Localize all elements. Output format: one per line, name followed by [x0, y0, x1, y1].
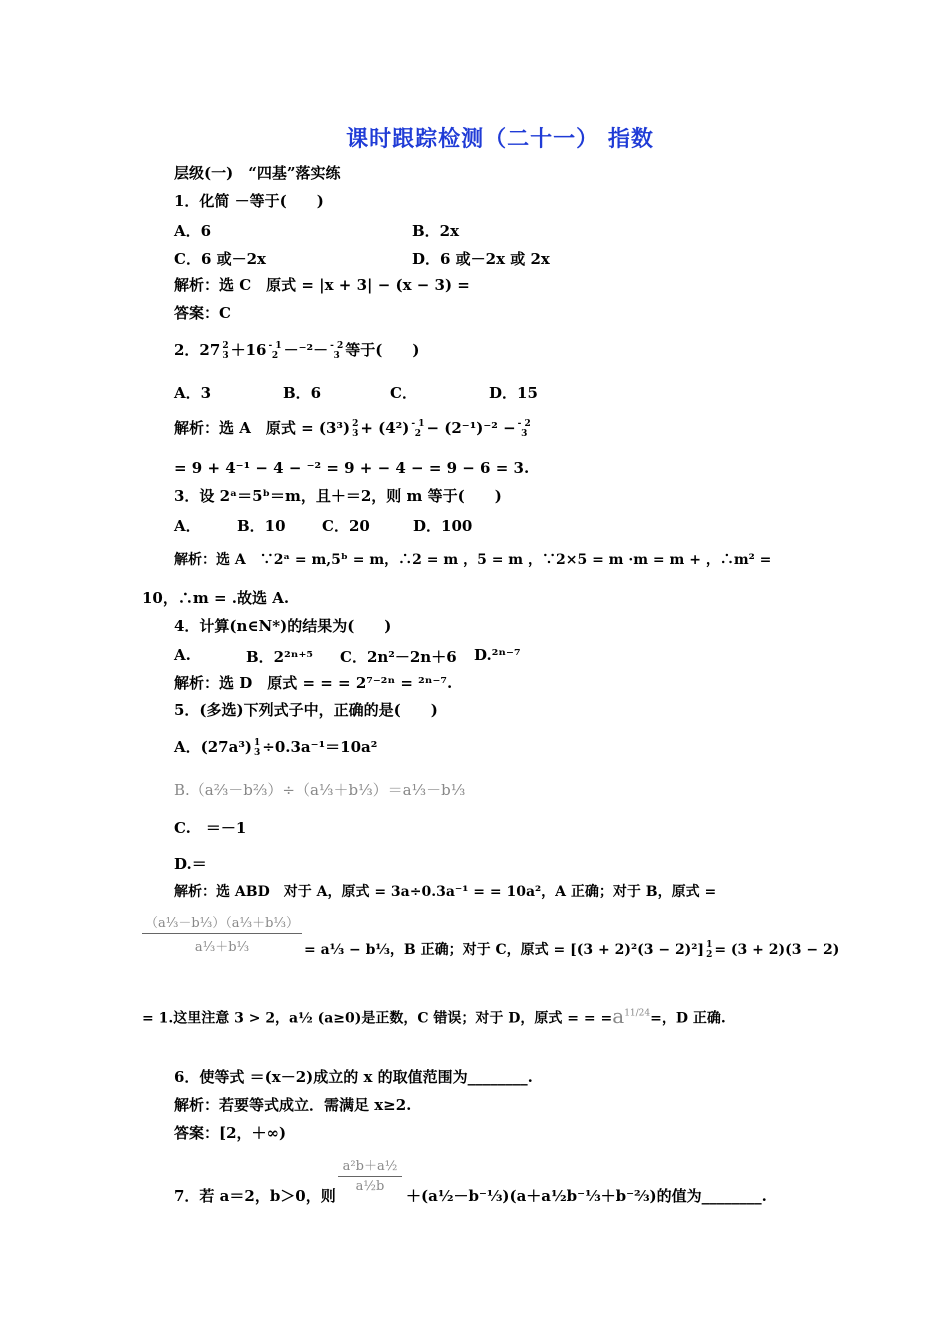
q7-fraction-denominator: a½b	[355, 1179, 385, 1194]
exp-neg-half: - 1 2	[268, 341, 282, 361]
q5-option-b: B.（a⅔－b⅔）÷（a⅓＋b⅓）＝a⅓－b⅓	[174, 781, 466, 799]
q4-option-d: D.²ⁿ⁻⁷	[474, 646, 521, 664]
exp-half: 1 2	[706, 940, 713, 960]
q6-analysis: 解析：若要等式成立．需满足 x≥2.	[174, 1096, 412, 1114]
q4-stem: 4．计算(n∈N*)的结果为( )	[174, 617, 392, 635]
q6-answer: 答案：[2，＋∞)	[174, 1124, 287, 1142]
q4-option-b: B．2²ⁿ⁺⁵	[246, 648, 313, 666]
exp-neg-half: - 1 2	[411, 419, 425, 439]
q5-analysis-line2-b: = (3 + 2)(3 − 2)	[714, 942, 840, 958]
q4-option-a: A.	[174, 646, 191, 664]
q2-option-d: D．15	[489, 384, 538, 402]
q5-option-a	[174, 737, 377, 758]
q3-option-b: B．10	[237, 517, 286, 535]
q3-stem: 3．设 2ᵃ＝5ᵇ＝m，且＋＝2，则 m 等于( )	[174, 487, 502, 505]
q3-option-d: D．100	[413, 517, 473, 535]
exp-neg-two-thirds: - 2 3	[517, 419, 531, 439]
q2-analysis-part3: − (2⁻¹)⁻² −	[426, 419, 516, 437]
q5-stem: 5．(多选)下列式子中，正确的是( )	[174, 701, 438, 719]
q7-stem-pre: 7．若 a＝2，b＞0，则	[174, 1187, 336, 1205]
q5-option-d: D.＝	[174, 855, 207, 873]
q4-option-c: C．2n²－2n＋6	[340, 648, 457, 666]
q2-stem-end: 等于( )	[345, 341, 420, 359]
q5-option-a-base: A．(27a³)	[174, 738, 252, 756]
q2-stem-pre: 2．27	[174, 341, 221, 359]
q5-analysis: 解析：选 ABD 对于 A，原式 = 3a÷0.3a⁻¹ = = 10a²，A 正确；对于 B，原式 =	[174, 884, 717, 900]
exp-neg-two-thirds: - 2 3	[330, 341, 344, 361]
q2-stem-mid: ＋16	[230, 341, 267, 359]
q2-option-a: A．3	[174, 384, 212, 402]
q3-analysis-cont: 10，∴m = .故选 A.	[142, 589, 290, 607]
q5-analysis-line2-a: = a⅓ − b⅓，B 正确；对于 C，原式 = [(3 + 2)²(3 − 2)²]	[304, 942, 705, 958]
fraction-bar	[338, 1176, 402, 1177]
q3-option-a: A．	[174, 517, 201, 535]
q5-fraction-numerator: （a⅓－b⅓）（a⅓＋b⅓）	[144, 916, 300, 931]
q2-stem-post: －⁻²－	[283, 341, 329, 359]
q5-analysis-line3	[142, 1003, 726, 1029]
exp-two-thirds: 2 3	[352, 419, 359, 439]
q1-option-a: A．6	[174, 222, 212, 240]
q2-stem	[174, 340, 419, 361]
exp-one-third: 1 3	[254, 738, 261, 758]
q5-option-a-rest: ÷0.3a⁻¹＝10a²	[262, 738, 378, 756]
q1-stem: 1．化简 －等于( )	[174, 192, 324, 210]
q2-analysis-part2: + (4²)	[360, 419, 410, 437]
section-heading: 层级(一) “四基”落实练	[174, 164, 341, 182]
q1-answer: 答案：C	[174, 304, 231, 322]
fraction-bar	[142, 933, 302, 934]
q1-option-b: B．2x	[412, 222, 460, 240]
q3-analysis: 解析：选 A ∵2ᵃ = m,5ᵇ = m，∴2 = m ，5 = m ，∵2×5 = m ·m = m + ，∴m² =	[174, 552, 772, 568]
exp-two-thirds: 2 3	[222, 341, 229, 361]
q1-option-d: D．6 或－2x 或 2x	[412, 250, 550, 268]
q2-option-b: B．6	[283, 384, 322, 402]
q5-fraction	[142, 912, 302, 955]
q4-analysis: 解析：选 D 原式 = = = 2⁷⁻²ⁿ = ²ⁿ⁻⁷.	[174, 674, 453, 692]
q7-stem-post: ＋(a½－b⁻⅓)(a＋a½b⁻⅓＋b⁻⅔)的值为________.	[406, 1187, 767, 1205]
q2-calc: = 9 + 4⁻¹ − 4 − ⁻² = 9 + − 4 − = 9 − 6 = 3.	[174, 459, 530, 477]
q5-analysis-line2	[304, 940, 839, 960]
q6-stem: 6．使等式 ＝(x－2)成立的 x 的取值范围为________.	[174, 1068, 533, 1086]
q2-analysis	[174, 418, 533, 439]
q5-fraction-denominator: a⅓＋b⅓	[194, 940, 250, 955]
q5-analysis-line3-b: =，D 正确.	[650, 1010, 726, 1027]
q2-option-c: C．	[390, 384, 417, 402]
q2-analysis-part1: 解析：选 A 原式 = (3³)	[174, 419, 351, 437]
page-title: 课时跟踪检测（二十一） 指数	[346, 126, 654, 152]
q5-analysis-line3-a: = 1.这里注意 3 > 2，a½ (a≥0)是正数，C 错误；对于 D，原式 = = =	[142, 1010, 613, 1027]
a-power-11-24: $a^{11/24}$	[612, 1003, 651, 1028]
q1-analysis: 解析：选 C 原式 = |x + 3| − (x − 3) =	[174, 276, 470, 294]
q7-fraction-numerator: a²b＋a½	[342, 1159, 398, 1174]
q3-option-c: C．20	[322, 517, 370, 535]
q5-option-c: C. ＝－1	[174, 819, 247, 837]
q7-fraction	[338, 1155, 402, 1194]
q1-option-c: C．6 或－2x	[174, 250, 266, 268]
